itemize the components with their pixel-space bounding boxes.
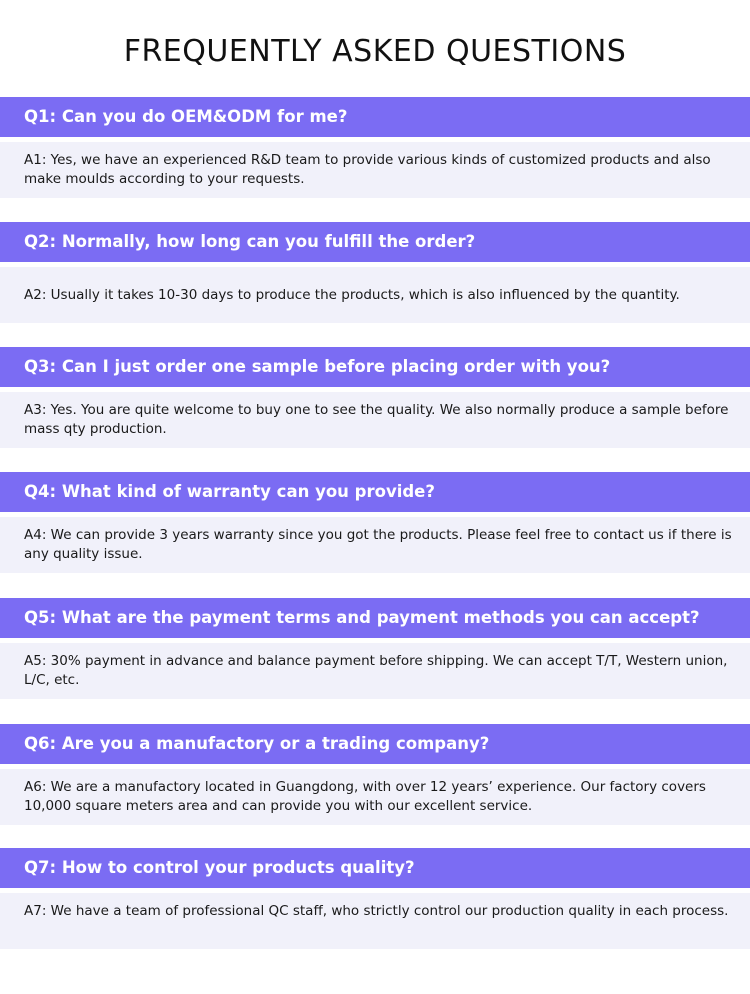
faq-item-2 — [0, 222, 750, 323]
faq-question-4: Q4: What kind of warranty can you provide? — [0, 472, 750, 512]
faq-question-3: Q3: Can I just order one sample before placing order with you? — [0, 347, 750, 387]
faq-question-7: Q7: How to control your products quality? — [0, 848, 750, 888]
faq-question-2: Q2: Normally, how long can you fulfill the order? — [0, 222, 750, 262]
faq-answer-1: A1: Yes, we have an experienced R&D team to provide various kinds of customized products and also make moulds according to your requests. — [0, 142, 750, 198]
faq-item-5 — [0, 598, 750, 699]
faq-question-6: Q6: Are you a manufactory or a trading company? — [0, 724, 750, 764]
faq-answer-5: A5: 30% payment in advance and balance payment before shipping. We can accept T/T, Western union, L/C, etc. — [0, 643, 750, 699]
page-title: FREQUENTLY ASKED QUESTIONS — [123, 34, 627, 69]
faq-item-6 — [0, 724, 750, 825]
faq-answer-3: A3: Yes. You are quite welcome to buy one to see the quality. We also normally produce a sample before mass qty production. — [0, 392, 750, 448]
faq-question-1: Q1: Can you do OEM&ODM for me? — [0, 97, 750, 137]
faq-answer-7: A7: We have a team of professional QC staff, who strictly control our production quality in each process. — [0, 893, 750, 949]
faq-item-4 — [0, 472, 750, 573]
faq-item-7 — [0, 848, 750, 949]
faq-question-5: Q5: What are the payment terms and payment methods you can accept? — [0, 598, 750, 638]
faq-answer-2: A2: Usually it takes 10-30 days to produce the products, which is also influenced by the quantity. — [0, 267, 750, 323]
faq-item-3 — [0, 347, 750, 448]
faq-item-1 — [0, 97, 750, 198]
faq-answer-6: A6: We are a manufactory located in Guangdong, with over 12 years’ experience. Our factory covers 10,000 square meters area and can provide you with our excellent service. — [0, 769, 750, 825]
faq-answer-4: A4: We can provide 3 years warranty since you got the products. Please feel free to contact us if there is any quality issue. — [0, 517, 750, 573]
